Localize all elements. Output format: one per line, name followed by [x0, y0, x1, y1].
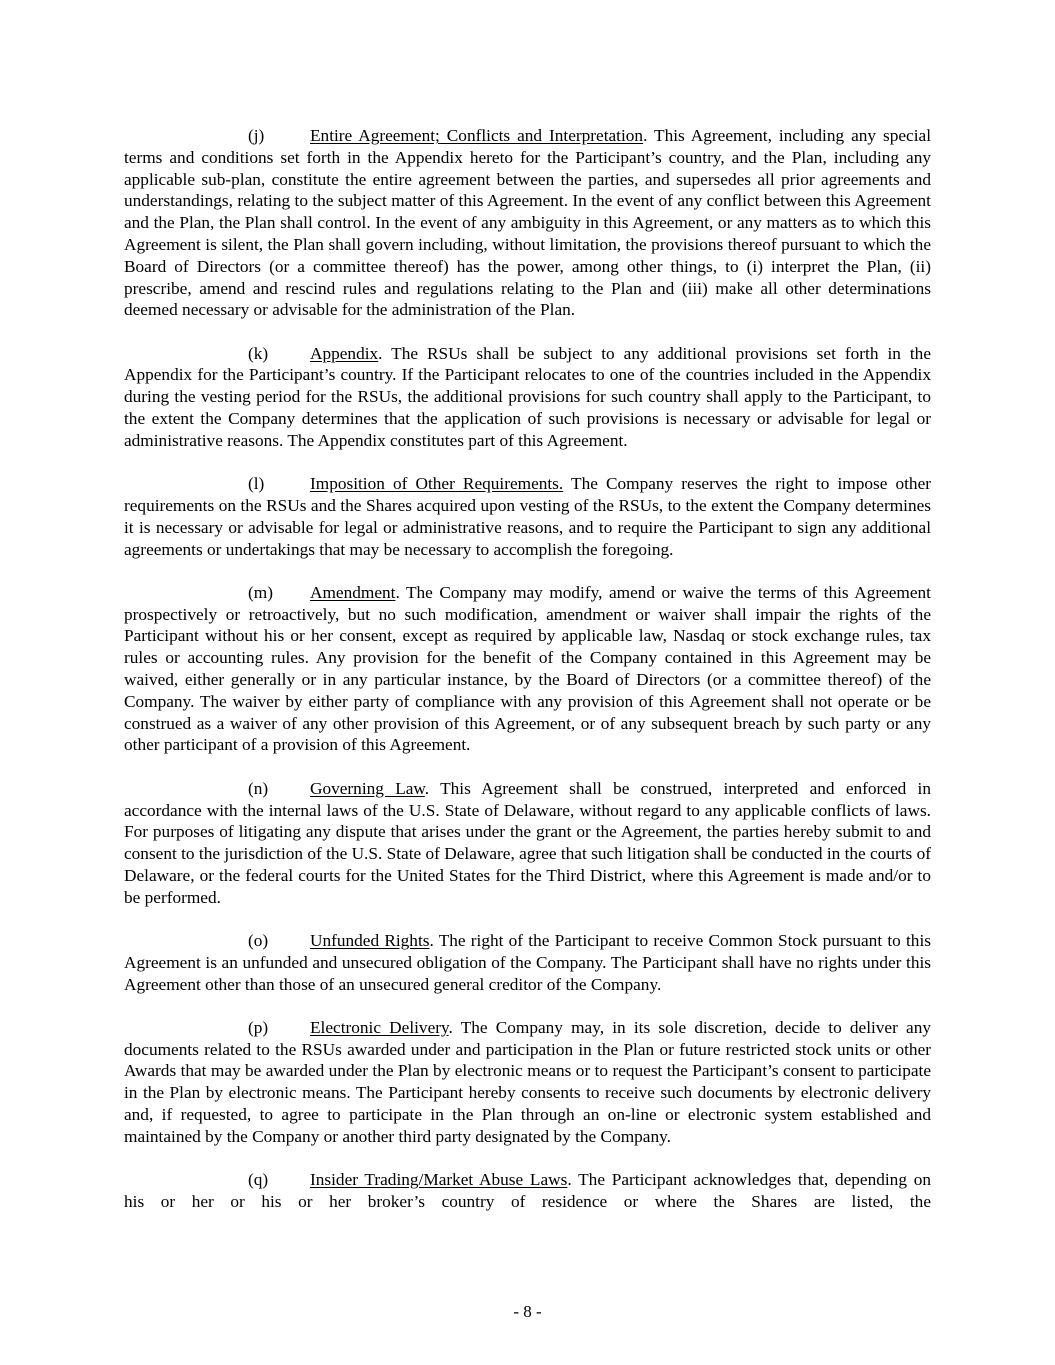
section-heading: Entire Agreement; Conflicts and Interpretation [310, 126, 644, 145]
page-number: - 8 - [513, 1302, 542, 1321]
section-heading: Electronic Delivery [310, 1017, 449, 1037]
section-body: The Participant acknowledges that, depending on his or her or his or her broker’s country of residence or where the Shares are listed, the [124, 1170, 931, 1211]
heading-punct: . [448, 1017, 453, 1037]
section-body: The Company may modify, amend or waive the terms of this Agreement prospectively or retroactively, but no such modification, amendment or waiver shall impair the rights of the Participant without his or her consent, except as required by applicable law, Nasdaq or stock exchange rules, tax rules or accounting rules. Any provision for the benefit of the Company contained in this Agreement may be waived, either generally or in any particular instance, by the Board of Directors (or a committee thereof) of the Company. The waiver by either party of compliance with any provision of this Agreement shall not operate or be construed as a waiver of any other provision of this Agreement, or of any subsequent breach by such party or any other participant of a provision of this Agreement. [124, 582, 931, 755]
section-number: (m) [248, 582, 273, 602]
section-heading: Unfunded Rights [310, 931, 430, 950]
section-q [124, 1169, 931, 1213]
heading-punct: . [424, 778, 430, 798]
section-heading: Insider Trading/Market Abuse Laws [310, 1170, 568, 1190]
heading-punct: . [567, 1170, 572, 1190]
section-number: (n) [248, 778, 269, 798]
section-number: (o) [248, 931, 269, 950]
section-body: The RSUs shall be subject to any additional provisions set forth in the Appendix for the Participant’s country. If the Participant relocates to one of the countries included in the Appendix during the vesting period for the RSUs, the additional provisions for such country shall apply to the Participant, to the extent the Company determines that the application of such provisions is necessary or advisable for legal or administrative reasons. The Appendix constitutes part of this Agreement. [124, 343, 931, 450]
heading-punct: . [395, 582, 400, 602]
section-number: (k) [248, 343, 269, 363]
section-heading: Imposition of Other Requirements. [310, 474, 564, 494]
section-n [124, 778, 931, 909]
section-heading: Appendix [310, 343, 379, 363]
section-number: (j) [248, 126, 265, 145]
section-number: (l) [248, 474, 265, 494]
section-m [124, 582, 931, 756]
section-body: This Agreement shall be construed, interpreted and enforced in accordance with the internal laws of the U.S. State of Delaware, without regard to any applicable conflicts of laws. For purposes of litigating any dispute that arises under the grant or the Agreement, the parties hereby submit to and consent to the jurisdiction of the U.S. State of Delaware, agree that such litigation shall be conducted in the courts of Delaware, or the federal courts for the United States for the Third District, where this Agreement is made and/or to be performed. [124, 778, 931, 907]
section-p [124, 1017, 931, 1148]
section-body: The Company reserves the right to impose other requirements on the RSUs and the Shares acquired upon vesting of the RSUs, to the extent the Company determines it is necessary or advisable for legal or administrative reasons, and to require the Participant to sign any additional agreements or undertakings that may be necessary to accomplish the foregoing. [124, 474, 931, 559]
section-o [124, 930, 931, 995]
section-body: This Agreement, including any special terms and conditions set forth in the Appendix hereto for the Participant’s country, and the Plan, including any applicable sub-plan, constitute the entire agreement between the parties, and supersedes all prior agreements and understandings, relating to the subject matter of this Agreement. In the event of any conflict between this Agreement and the Plan, the Plan shall control. In the event of any ambiguity in this Agreement, or any matters as to which this Agreement is silent, the Plan shall govern including, without limitation, the provisions thereof pursuant to which the Board of Directors (or a committee thereof) has the power, among other things, to (i) interpret the Plan, (ii) prescribe, amend and rescind rules and regulations relating to the Plan and (iii) make all other determinations deemed necessary or advisable for the administration of the Plan. [124, 126, 932, 320]
heading-punct: . [429, 931, 434, 950]
heading-punct: . [643, 126, 648, 145]
section-k [124, 343, 931, 452]
section-body: The Company may, in its sole discretion, decide to deliver any documents related to the RSUs awarded under and participation in the Plan or future restricted stock units or other Awards that may be awarded under the Plan by electronic means or to request the Participant’s consent to participate in the Plan by electronic means. The Participant hereby consents to receive such documents by electronic delivery and, if requested, to agree to participate in the Plan through an on-line or electronic system established and maintained by the Company or another third party designated by the Company. [124, 1017, 931, 1146]
section-j [124, 125, 931, 321]
section-body: The right of the Participant to receive Common Stock pursuant to this Agreement is an unfunded and unsecured obligation of the Company. The Participant shall have no rights under this Agreement other than those of an unsecured general creditor of the Company. [124, 931, 931, 994]
section-number: (q) [248, 1170, 269, 1190]
section-heading: Governing Law [310, 778, 425, 798]
section-number: (p) [248, 1017, 269, 1037]
heading-punct: . [378, 343, 383, 363]
section-l [124, 473, 931, 560]
section-heading: Amendment [310, 582, 396, 602]
document-page [124, 125, 931, 1234]
